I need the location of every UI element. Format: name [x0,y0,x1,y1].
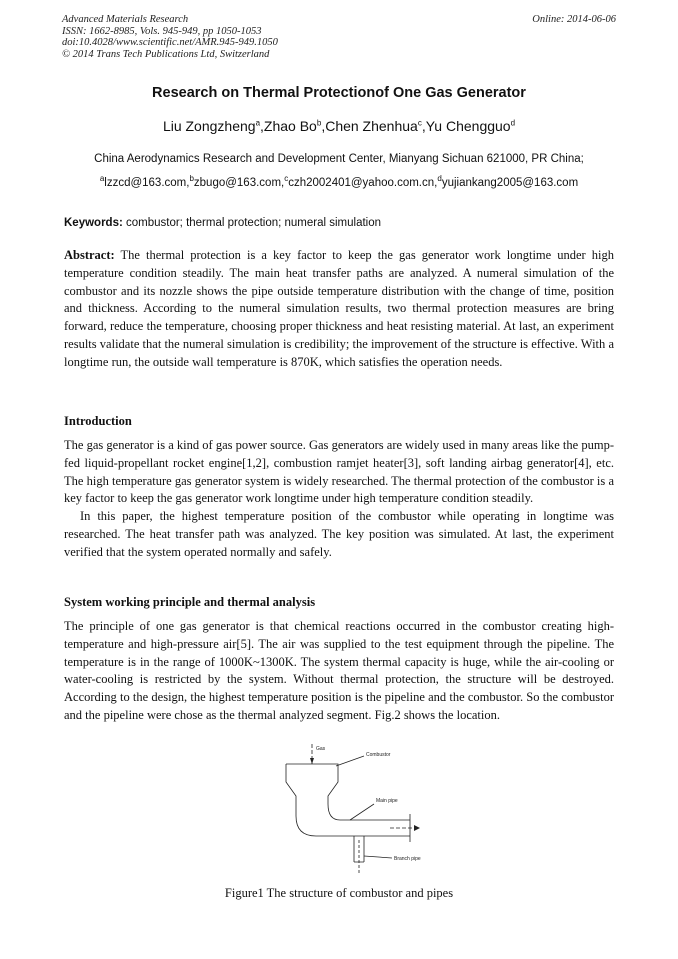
email-address[interactable]: lzzcd@163.com, [104,177,190,189]
paragraph: In this paper, the highest temperature position of the combustor while operating in longtime was researched. The heat transfer path was analyzed. The key position was simulated. At last, the experiment verified that the system operated normally and safely. [64,509,614,559]
author-mark: b [316,118,322,128]
email-address[interactable]: zbugo@163.com, [193,177,285,189]
section-body [64,618,614,725]
keywords [64,217,381,229]
paragraph: The gas generator is a kind of gas power source. Gas generators are widely used in many areas like the pump-fed liquid-propellant rocket engine[1,2], combustion ramjet heater[3], soft landing airbag generator[4], etc. The high temperature gas generator system is widely researched. The thermal protection of the combustor is a key factor to keep the gas generator work longtime under high temperature condition steadily. [64,438,614,506]
paper-title: Research on Thermal Protectionof One Gas Generator [152,85,526,101]
keywords-text: combustor; thermal protection; numeral simulation [122,217,382,229]
abstract-label: Abstract: [64,248,115,262]
introduction-heading: Introduction [64,414,132,428]
author-name: Chen Zhenhua [325,118,418,134]
email-mark: d [437,174,442,184]
journal-name: Advanced Materials Research [62,14,189,25]
author-name: Liu Zongzheng [162,118,256,134]
figure-caption: Figure1 The structure of combustor and pipes [224,886,454,900]
email-address[interactable]: yujiankang2005@163.com [441,177,579,189]
email-mark: a [99,174,105,184]
email-list [0,174,678,189]
label-gas: Gas [316,746,326,752]
email-mark: b [189,174,194,184]
section-heading: System working principle and thermal analysis [64,595,316,609]
introduction-body [64,437,614,562]
author-mark: a [255,118,261,128]
author-name: Zhao Bo [263,118,317,134]
affiliation: China Aerodynamics Research and Development Center, Mianyang Sichuan 621000, PR China; [94,153,584,165]
email-mark: c [284,174,289,184]
journal-header [62,14,278,60]
author-separator: , [321,118,326,134]
combustor-pipe-figure [280,744,430,876]
author-separator: , [260,118,264,134]
abstract-text: The thermal protection is a key factor to keep the gas generator work longtime under high temperature condition steadily. The main heat transfer paths are analyzed. A numeral simulation of the combustor and its nozzle shows the pipe outside temperature distribution with the change of time, position and thickness. According to the numeral simulation results, two thermal protection measures are bring forward, reduce the temperature, choosing proper thickness and heat resisting material. At last, an experiment results validate that the numeral simulation is credibility; the improvement of the structure is effective. With a longtime run, the outside wall temperature is 870K, which satisfies the operation needs. [64,248,614,369]
issn-line: ISSN: 1662-8985, Vols. 945-949, pp 1050-1053 [62,25,262,37]
label-main-pipe: Main pipe [376,798,398,804]
author-name: Yu Chengguo [425,118,511,134]
author-separator: , [421,118,426,134]
keywords-label: Keywords: [64,217,123,229]
copyright-line: © 2014 Trans Tech Publications Ltd, Switzerland [62,48,270,60]
online-date: Online: 2014-06-06 [532,14,616,25]
author-mark: c [417,118,422,128]
author-mark: d [510,118,516,128]
author-list [0,118,678,134]
label-combustor: Combustor [366,752,391,758]
label-branch-pipe: Branch pipe [394,856,421,862]
abstract [64,247,614,372]
email-address[interactable]: czh2002401@yahoo.com.cn, [288,177,438,189]
paragraph: The principle of one gas generator is that chemical reactions occurred in the combustor creating high-temperature and high-pressure air[5]. The air was supplied to the test equipment through the pipeline. The temperature is in the range of 1000K~1300K. The system thermal capacity is huge, while the air-cooling or water-cooling is restricted by the system. Without thermal protection, the structure will be destroyed. According to the design, the highest temperature position is the pipeline and the combustor. So the combustor and the pipeline were chose as the thermal analyzed segment. Fig.2 shows the location. [64,619,614,722]
doi-line: doi:10.4028/www.scientific.net/AMR.945-949.1050 [62,37,278,48]
